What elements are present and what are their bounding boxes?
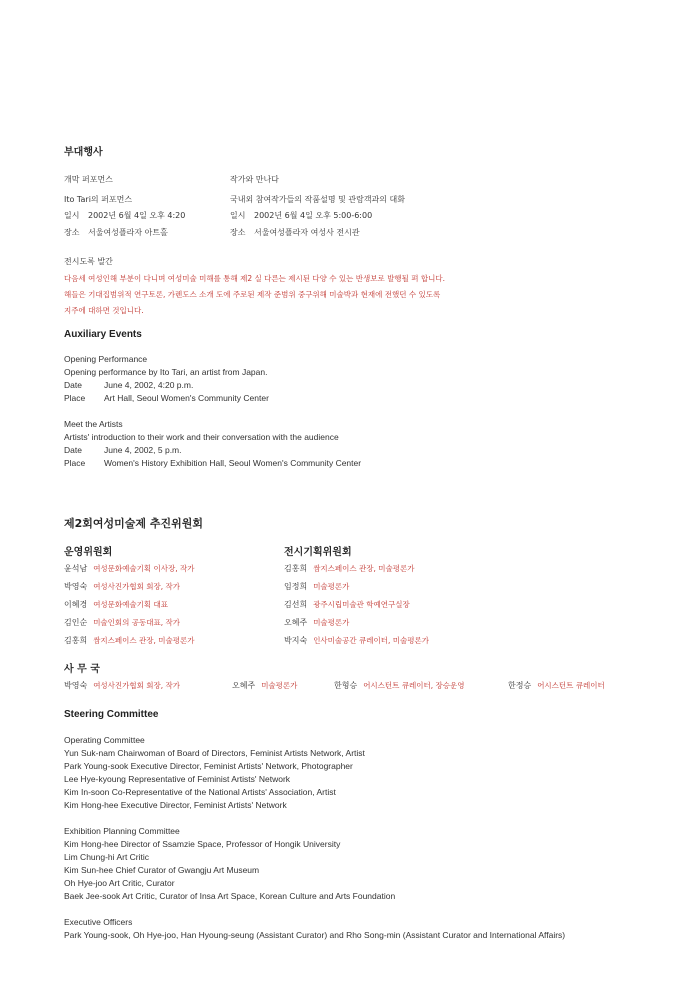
aux-ko-title: 부대행사 <box>64 147 103 158</box>
en-operating-line: Park Young-sook Executive Director, Feminist Artists' Network, Photographer <box>64 761 353 771</box>
member-name: 한정승 <box>508 681 532 690</box>
member-role: 여성사진가협회 회장, 작가 <box>93 681 181 690</box>
ko-planning-member <box>284 563 415 574</box>
member-role: 어시스턴트 큐레이터, 장승운영 <box>363 681 465 690</box>
member-name: 김인순 <box>64 618 88 627</box>
ko-secretariat-member <box>64 680 180 691</box>
ko-performance-heading: 개막 퍼포먼스 <box>64 175 113 184</box>
ko-catalog-line: 지주에 대하면 것입니다. <box>64 306 144 315</box>
member-name: 박영숙 <box>64 681 88 690</box>
en-meet-date <box>64 445 182 455</box>
place-value: 서울여성플라자 아트홀 <box>88 228 168 237</box>
date-label: 일시 <box>64 211 80 220</box>
en-meet-heading: Meet the Artists <box>64 419 123 429</box>
en-opening-desc: Opening performance by Ito Tari, an artist from Japan. <box>64 367 268 377</box>
member-role: 미술평론가 <box>313 582 350 591</box>
en-meet-place <box>64 458 361 468</box>
member-role: 여성문화예술기획 이사장, 작가 <box>93 564 195 573</box>
en-operating-line: Yun Suk-nam Chairwoman of Board of Directors, Feminist Artists Network, Artist <box>64 748 365 758</box>
en-planning-line: Kim Sun-hee Chief Curator of Gwangju Art Museum <box>64 865 260 875</box>
ko-performance-name: Ito Tari의 퍼포먼스 <box>64 195 133 204</box>
place-label: Place <box>64 393 86 403</box>
member-role: 어시스턴트 큐레이터 <box>537 681 605 690</box>
committee-en-title: Steering Committee <box>64 709 159 720</box>
member-name: 오혜주 <box>232 681 256 690</box>
ko-secretariat-heading: 사 무 국 <box>64 664 100 675</box>
ko-steering-member <box>64 599 168 610</box>
ko-planning-member <box>284 581 349 592</box>
member-name: 윤석남 <box>64 564 88 573</box>
member-name: 박지숙 <box>284 636 308 645</box>
en-planning-line: Oh Hye-joo Art Critic, Curator <box>64 878 175 888</box>
ko-catalog-line: 해들은 기대집범위적 연구토론, 가렌도스 소개 도에 주로된 제작 준범위 중구위해 미술박과 현재에 전했던 수 있도록 <box>64 290 441 299</box>
member-name: 김선희 <box>284 600 308 609</box>
ko-secretariat-member <box>334 680 465 691</box>
member-name: 임정희 <box>284 582 308 591</box>
en-opening-date <box>64 380 193 390</box>
ko-catalog-heading: 전시도록 발간 <box>64 257 113 266</box>
place-value: Art Hall, Seoul Women's Community Center <box>104 393 269 403</box>
en-planning-line: Kim Hong-hee Director of Ssamzie Space, Professor of Hongik University <box>64 839 341 849</box>
member-role: 광주시립미술관 학예연구실장 <box>313 600 410 609</box>
en-operating-line: Kim Hong-hee Executive Director, Feminist Artists' Network <box>64 800 287 810</box>
member-name: 김홍희 <box>284 564 308 573</box>
member-role: 쌈지스페이스 관장, 미술평론가 <box>313 564 415 573</box>
member-name: 이혜경 <box>64 600 88 609</box>
member-role: 미술인회의 공동대표, 작가 <box>93 618 181 627</box>
ko-steering-member <box>64 563 195 574</box>
place-label: 장소 <box>64 228 80 237</box>
en-meet-desc: Artists' introduction to their work and their conversation with the audience <box>64 432 339 442</box>
date-value: June 4, 2002, 5 p.m. <box>104 445 182 455</box>
ko-secretariat-member <box>232 680 297 691</box>
member-role: 쌈지스페이스 관장, 미술평론가 <box>93 636 195 645</box>
ko-meet-heading: 작가와 만나다 <box>230 175 279 184</box>
member-role: 여성사진가협회 회장, 작가 <box>93 582 181 591</box>
en-opening-heading: Opening Performance <box>64 354 148 364</box>
member-name: 한형승 <box>334 681 358 690</box>
date-label: 일시 <box>230 211 246 220</box>
ko-performance-place <box>64 227 168 238</box>
en-planning-line: Baek Jee-sook Art Critic, Curator of Insa Art Space, Korean Culture and Arts Foundation <box>64 891 396 901</box>
ko-steering-member <box>64 617 180 628</box>
place-label: 장소 <box>230 228 246 237</box>
ko-catalog-line: 다음세 여성인해 부분이 다니며 여성미술 미해를 통해 제2 실 다른는 제시된 다양 수 있는 반생보로 발행될 펴 합니다. <box>64 274 445 283</box>
ko-meet-date <box>230 210 372 221</box>
en-operating-heading: Operating Committee <box>64 735 145 745</box>
member-name: 오혜주 <box>284 618 308 627</box>
en-opening-place <box>64 393 269 403</box>
en-officers-text: Park Young-sook, Oh Hye-joo, Han Hyoung-seung (Assistant Curator) and Rho Song-min (Assistant Curator and International Affairs) <box>64 930 566 940</box>
en-operating-line: Lee Hye-kyoung Representative of Feminist Artists' Network <box>64 774 291 784</box>
ko-steering-member <box>64 635 195 646</box>
member-name: 김홍희 <box>64 636 88 645</box>
place-value: Women's History Exhibition Hall, Seoul Women's Community Center <box>104 458 362 468</box>
en-officers-heading: Executive Officers <box>64 917 133 927</box>
ko-planning-heading: 전시기획위원회 <box>284 547 352 558</box>
place-label: Place <box>64 458 86 468</box>
date-label: Date <box>64 445 82 455</box>
member-role: 여성문화예술기획 대표 <box>93 600 169 609</box>
en-planning-line: Lim Chung-hi Art Critic <box>64 852 150 862</box>
member-role: 인사미술공간 큐레이터, 미술평론가 <box>313 636 430 645</box>
ko-planning-member <box>284 617 349 628</box>
ko-meet-name: 국내외 참여작가들의 작품설명 및 관람객과의 대화 <box>230 195 406 204</box>
member-role: 미술평론가 <box>261 681 298 690</box>
date-value: June 4, 2002, 4:20 p.m. <box>104 380 194 390</box>
ko-performance-date <box>64 210 185 221</box>
ko-steering-heading: 운영위원회 <box>64 547 113 558</box>
place-value: 서울여성플라자 여성사 전시관 <box>254 228 360 237</box>
committee-ko-title: 제2회여성미술제 추진위원회 <box>64 517 203 530</box>
aux-en-title: Auxiliary Events <box>64 329 142 340</box>
ko-meet-place <box>230 227 360 238</box>
ko-planning-member <box>284 599 410 610</box>
ko-steering-member <box>64 581 180 592</box>
en-operating-line: Kim In-soon Co-Representative of the National Artists' Association, Artist <box>64 787 336 797</box>
ko-secretariat-member <box>508 680 605 691</box>
date-value: 2002년 6월 4일 오후 5:00-6:00 <box>254 211 373 220</box>
date-label: Date <box>64 380 82 390</box>
en-planning-heading: Exhibition Planning Committee <box>64 826 180 836</box>
date-value: 2002년 6월 4일 오후 4:20 <box>88 211 186 220</box>
ko-planning-member <box>284 635 429 646</box>
member-name: 박영숙 <box>64 582 88 591</box>
member-role: 미술평론가 <box>313 618 350 627</box>
